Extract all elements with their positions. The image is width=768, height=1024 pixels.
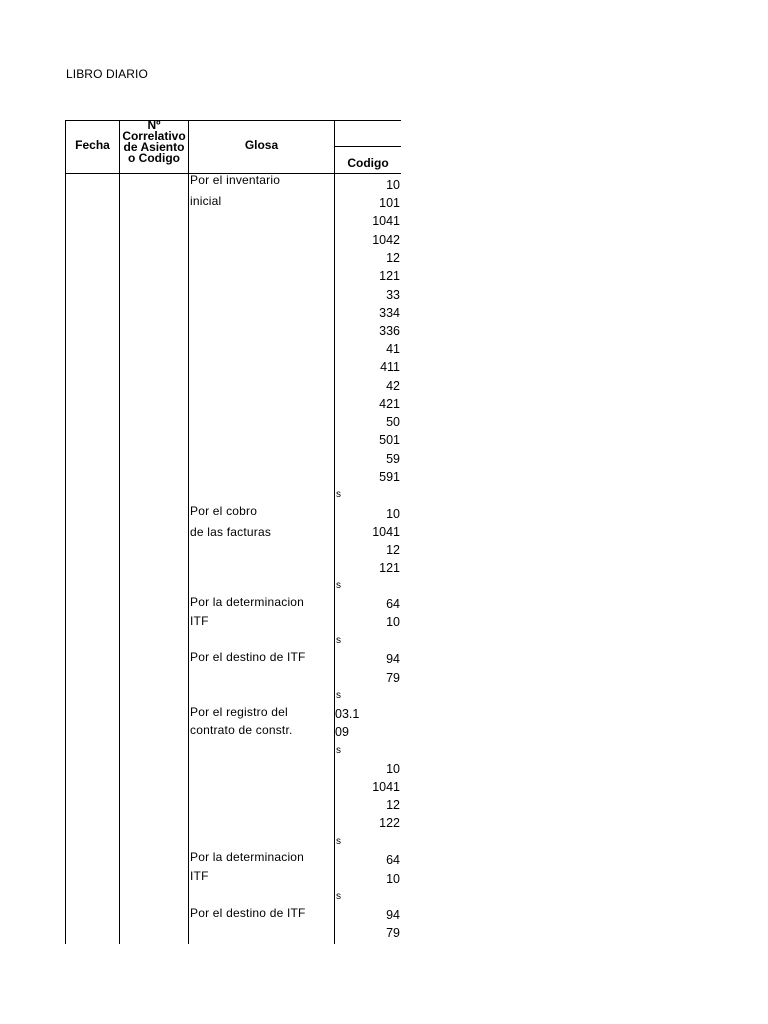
code-cell: 64 (386, 597, 400, 611)
code-cell: 12 (386, 543, 400, 557)
code-cell: 501 (379, 433, 400, 447)
code-cell: 121 (379, 561, 400, 575)
glosa-line: Por el destino de ITF (190, 650, 306, 664)
code-cell: 1041 (372, 525, 400, 539)
header-fecha: Fecha (75, 138, 110, 152)
code-cell: 1041 (372, 780, 400, 794)
column-divider-glosa (334, 120, 335, 944)
code-cell: s (336, 690, 341, 701)
header-glosa: Glosa (244, 138, 279, 152)
column-divider-fecha (119, 120, 120, 944)
header-correlativo: Nº Correlativo de Asiento o Codigo (122, 118, 186, 165)
code-cell: 101 (379, 196, 400, 210)
code-cell: s (336, 580, 341, 591)
code-cell: 10 (386, 615, 400, 629)
glosa-line: Por el destino de ITF (190, 906, 306, 920)
glosa-line: ITF (190, 614, 209, 628)
journal-table (65, 120, 401, 944)
table-border-top-right (334, 120, 401, 121)
glosa-line: de las facturas (190, 525, 272, 539)
code-cell: s (336, 635, 341, 646)
code-cell: 42 (386, 379, 400, 393)
column-divider-correlativo (188, 120, 189, 944)
glosa-line: ITF (190, 869, 209, 883)
glosa-line: Por la determinacion (190, 850, 305, 864)
code-cell: 79 (386, 671, 400, 685)
code-cell: 09 (335, 725, 349, 739)
code-cell: 1041 (372, 214, 400, 228)
code-cell: 10 (386, 872, 400, 886)
code-cell: 64 (386, 853, 400, 867)
code-cell: 94 (386, 908, 400, 922)
code-cell: 12 (386, 798, 400, 812)
code-cell: 10 (386, 507, 400, 521)
code-cell: 421 (379, 397, 400, 411)
glosa-line: inicial (190, 194, 222, 208)
code-cell: 10 (386, 178, 400, 192)
code-cell: 122 (379, 816, 400, 830)
code-cell: 1042 (372, 233, 400, 247)
document-title: LIBRO DIARIO (66, 67, 148, 81)
table-border-top (65, 120, 335, 121)
code-cell: 59 (386, 452, 400, 466)
code-cell: 03.1 (335, 707, 360, 721)
code-cell: 10 (386, 762, 400, 776)
code-cell: 121 (379, 269, 400, 283)
code-cell: 33 (386, 288, 400, 302)
code-cell: 79 (386, 926, 400, 940)
header-codigo: Codigo (347, 156, 389, 170)
glosa-line: Por el registro del (190, 705, 288, 719)
codigo-header-divider (334, 146, 401, 147)
code-cell: 334 (379, 306, 400, 320)
code-cell: 411 (380, 360, 400, 374)
code-cell: 41 (386, 342, 400, 356)
glosa-line: Por el inventario (190, 173, 281, 187)
code-cell: 12 (386, 251, 400, 265)
glosa-line: Por la determinacion (190, 595, 305, 609)
glosa-line: contrato de constr. (190, 723, 293, 737)
code-cell: s (336, 489, 341, 500)
code-cell: 336 (379, 324, 400, 338)
table-border-left (65, 120, 66, 944)
code-cell: 94 (386, 652, 400, 666)
code-cell: s (336, 745, 341, 756)
code-cell: 50 (386, 415, 400, 429)
code-cell: 591 (379, 470, 400, 484)
code-cell: s (336, 836, 341, 847)
code-cell: s (336, 891, 341, 902)
glosa-line: Por el cobro (190, 504, 258, 518)
